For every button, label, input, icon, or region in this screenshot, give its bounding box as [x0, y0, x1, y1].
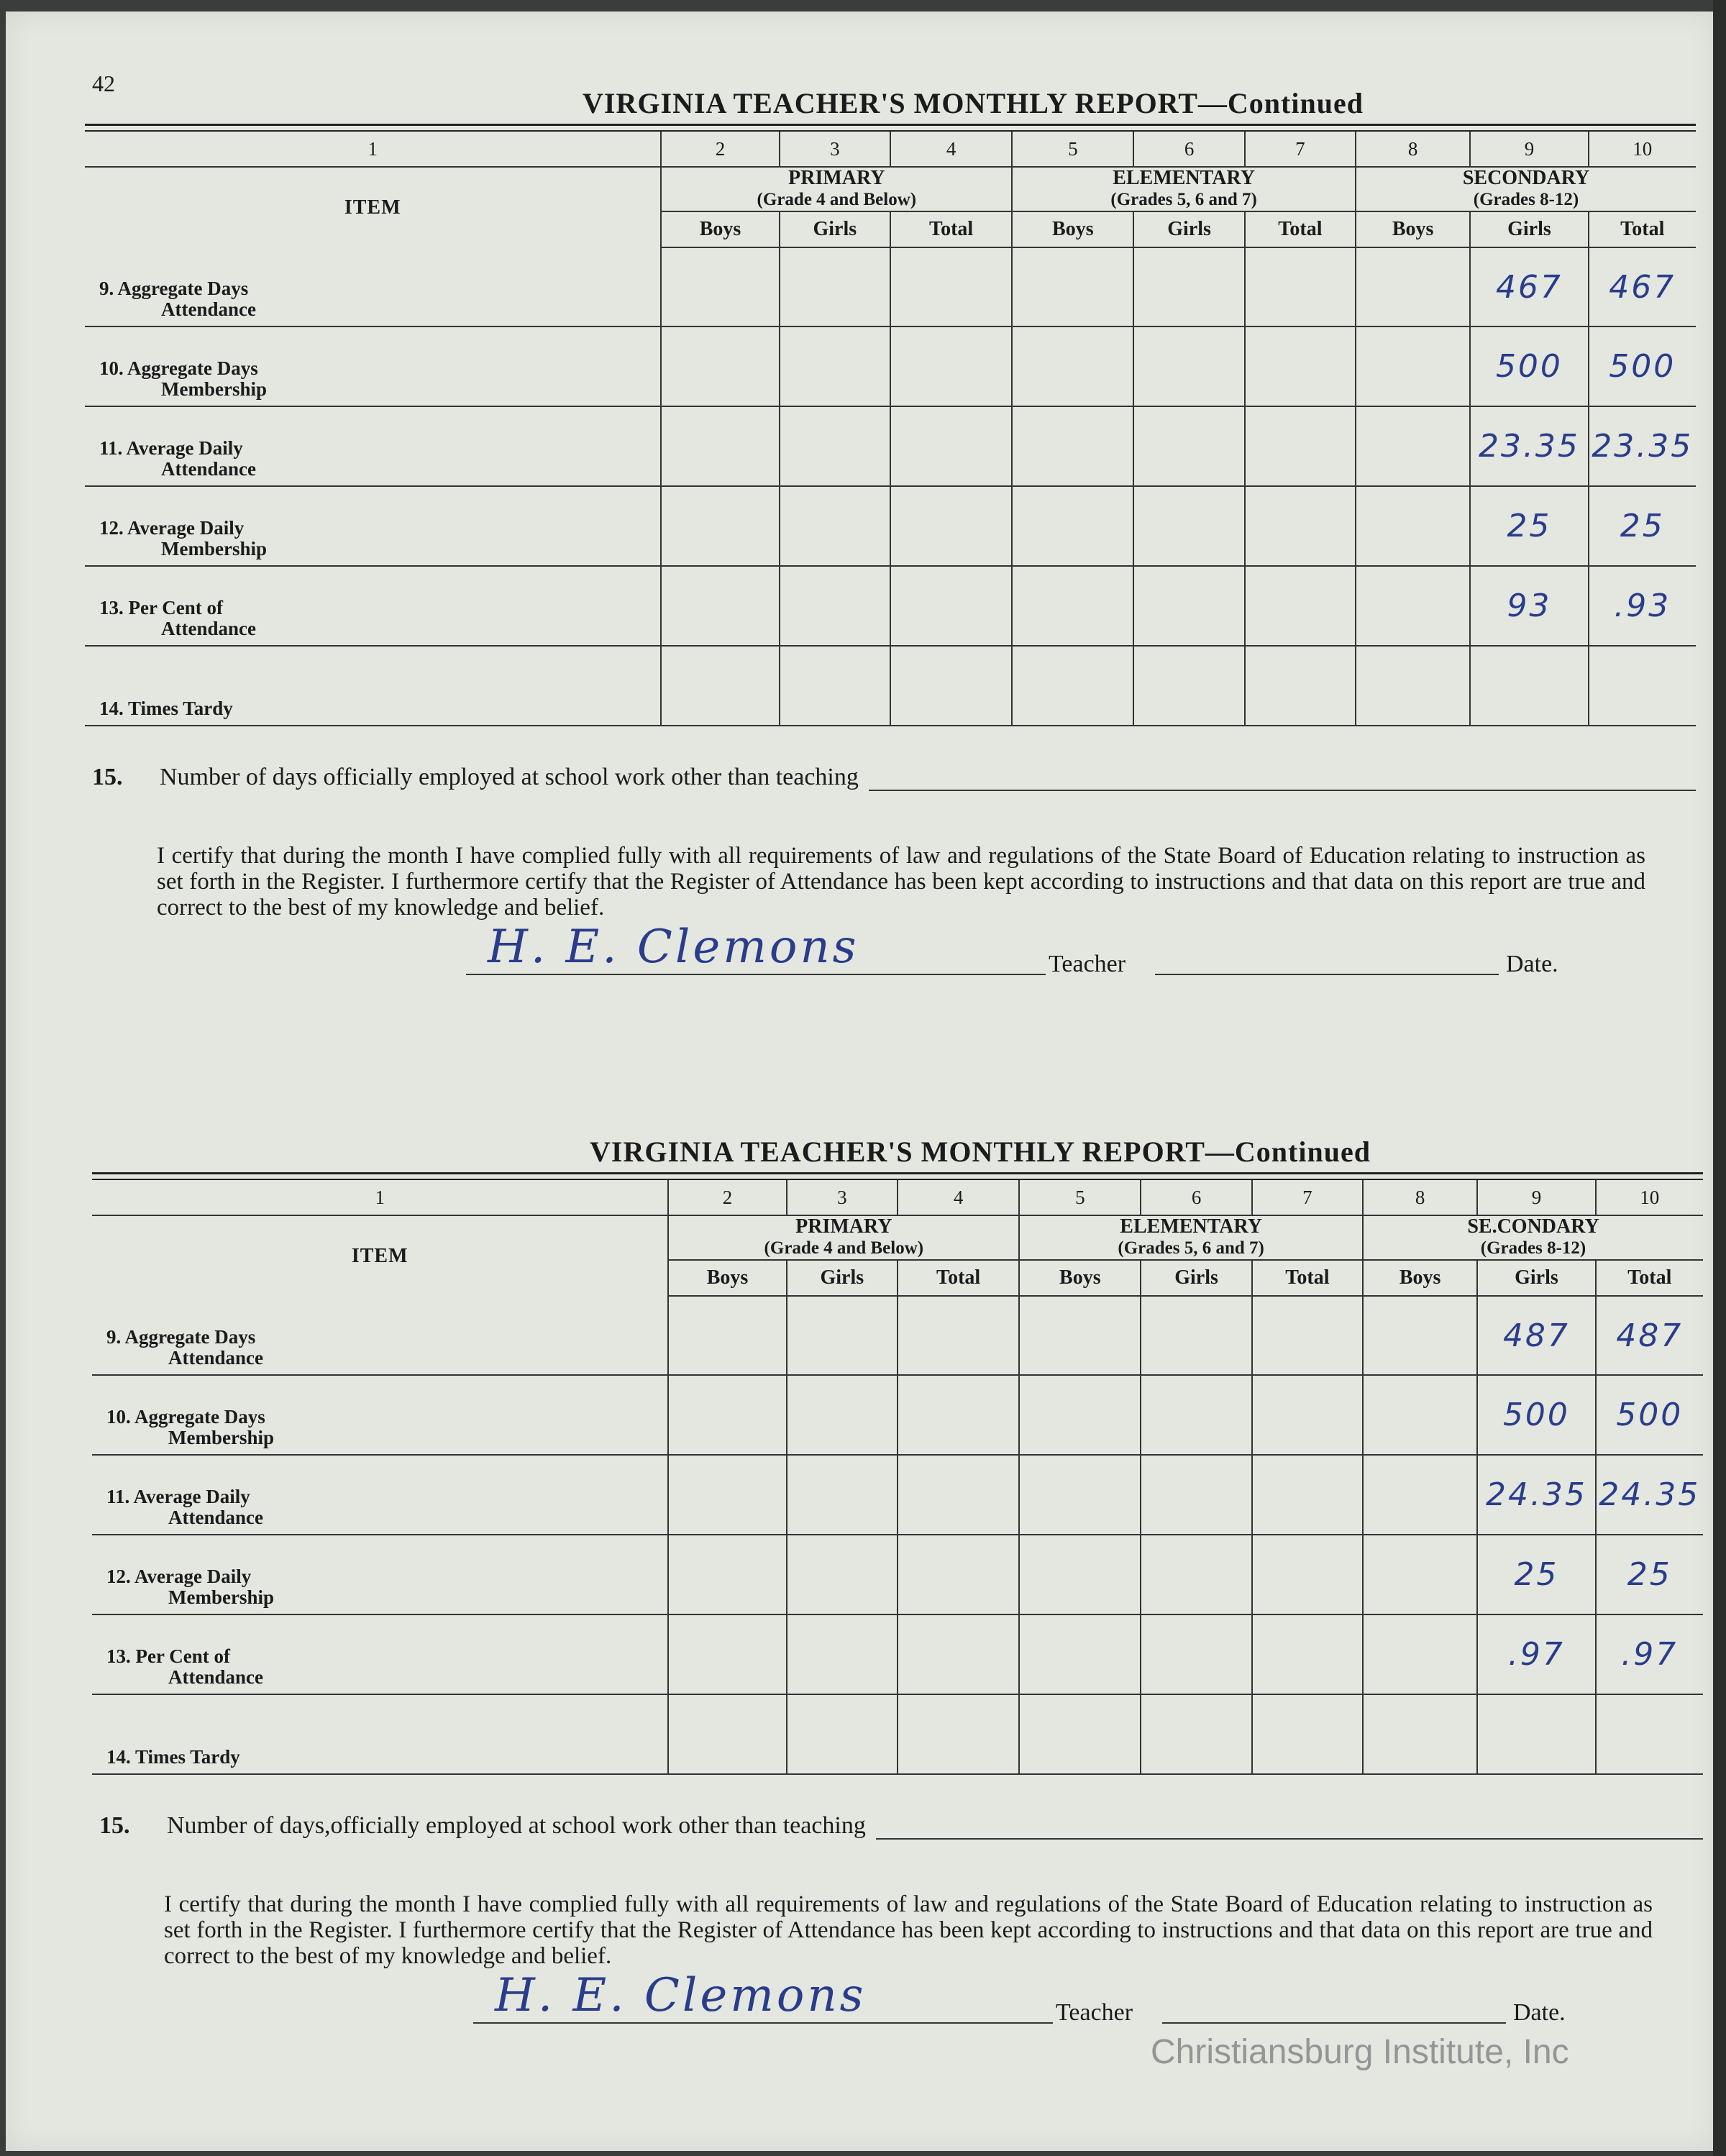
row-label-line2: Membership — [161, 378, 267, 400]
table-cell — [1019, 1614, 1141, 1694]
group-name: PRIMARY — [788, 167, 885, 189]
group-header — [661, 167, 1012, 211]
row-label-line1: 11. Average Daily — [106, 1486, 250, 1507]
column-number: 8 — [1363, 1180, 1477, 1215]
secondary-girls-cell: 487 — [1477, 1296, 1595, 1375]
date-blank — [1155, 974, 1499, 975]
table-cell — [1252, 1614, 1363, 1694]
group-header-row — [85, 167, 1696, 211]
table-row — [92, 1614, 1703, 1694]
certification-text: I certify that during the month I have complied fully with all requirements of law and regulations of the State Board of Education relating to instruction as set forth in the Register. I furthermore certify that the Register of Attendance has been kept according to instructions and that data on this report are true and correct to the best of my knowledge and belief. — [164, 1891, 1653, 1969]
sex-header: Girls — [787, 1260, 898, 1296]
table-row — [92, 1455, 1703, 1535]
table-cell — [890, 247, 1012, 326]
item-15-text: Number of days,officially employed at school work other than teaching — [167, 1812, 866, 1839]
table-cell — [898, 1296, 1019, 1375]
table-cell — [668, 1296, 786, 1375]
item-header: ITEM — [92, 1215, 668, 1296]
table-cell — [661, 566, 779, 646]
sex-header: Boys — [1356, 211, 1470, 247]
table-cell — [1141, 1455, 1251, 1535]
secondary-total-cell: 500 — [1596, 1375, 1703, 1455]
secondary-girls-cell: 25 — [1477, 1535, 1595, 1614]
group-range: (Grades 5, 6 and 7) — [1118, 1238, 1264, 1258]
table-cell — [898, 1614, 1019, 1694]
item-15-blank — [876, 1818, 1703, 1840]
row-label-line2: Attendance — [168, 1347, 263, 1369]
secondary-girls-cell — [1477, 1694, 1595, 1774]
row-label-line2: Attendance — [161, 618, 256, 639]
signature-line — [85, 921, 1696, 991]
table-cell — [1356, 566, 1470, 646]
report-title: VIRGINIA TEACHER'S MONTHLY REPORT—Continued — [590, 1136, 1371, 1168]
column-number: 7 — [1252, 1180, 1363, 1215]
row-label-line2: Membership — [168, 1586, 274, 1608]
table-cell — [1133, 486, 1244, 566]
table-cell — [1363, 1296, 1477, 1375]
attendance-table — [85, 132, 1696, 726]
group-range: (Grade 4 and Below) — [757, 190, 917, 209]
column-number-row — [92, 1180, 1703, 1215]
item-15 — [92, 1812, 1703, 1840]
secondary-total-cell: 24.35 — [1596, 1455, 1703, 1535]
group-range: (Grades 8-12) — [1480, 1238, 1586, 1258]
sex-header: Total — [1596, 1260, 1703, 1296]
certification-text: I certify that during the month I have complied fully with all requirements of law and regulations of the State Board of Education relating to instruction as set forth in the Register. I furthermore certify that the Register of Attendance has been kept according to instructions and that data on this report are true and correct to the best of my knowledge and belief. — [157, 843, 1645, 921]
group-name: ELEMENTARY — [1120, 1215, 1262, 1238]
table-cell — [1012, 486, 1133, 566]
item-15-number: 15. — [92, 764, 123, 790]
table-cell — [780, 247, 890, 326]
table-row — [92, 1535, 1703, 1614]
group-range: (Grades 8-12) — [1473, 190, 1579, 209]
column-number: 7 — [1245, 132, 1356, 167]
row-label — [92, 1455, 668, 1535]
table-cell — [890, 646, 1012, 726]
table-cell — [668, 1694, 786, 1774]
row-label-line1: 10. Aggregate Days — [106, 1406, 265, 1428]
table-cell — [1141, 1614, 1251, 1694]
table-row — [92, 1694, 1703, 1774]
row-label-line1: 14. Times Tardy — [99, 698, 233, 719]
table-cell — [890, 566, 1012, 646]
table-cell — [787, 1614, 898, 1694]
group-name: SECONDARY — [1462, 167, 1590, 189]
table-cell — [1245, 646, 1356, 726]
row-label-line2: Attendance — [161, 458, 256, 480]
row-label-line1: 14. Times Tardy — [106, 1746, 240, 1768]
title-rule — [85, 124, 1696, 132]
table-cell — [898, 1455, 1019, 1535]
row-label — [92, 1694, 668, 1774]
row-label — [85, 646, 661, 726]
group-name: SE.CONDARY — [1467, 1215, 1599, 1238]
sex-header: Girls — [1133, 211, 1244, 247]
table-cell — [1363, 1455, 1477, 1535]
row-label — [85, 326, 661, 406]
table-cell — [668, 1375, 786, 1455]
sex-header: Total — [1252, 1260, 1363, 1296]
table-row — [85, 646, 1696, 726]
table-cell — [668, 1535, 786, 1614]
teacher-label: Teacher — [1056, 1999, 1133, 2026]
secondary-total-cell — [1596, 1694, 1703, 1774]
row-label-line1: 13. Per Cent of — [99, 597, 223, 618]
table-cell — [661, 326, 779, 406]
table-cell — [1363, 1375, 1477, 1455]
row-label — [85, 486, 661, 566]
table-cell — [787, 1694, 898, 1774]
page-number: 42 — [92, 70, 115, 96]
table-cell — [1141, 1535, 1251, 1614]
table-cell — [1363, 1535, 1477, 1614]
column-number: 5 — [1019, 1180, 1141, 1215]
table-cell — [787, 1296, 898, 1375]
table-cell — [780, 646, 890, 726]
column-number: 1 — [92, 1180, 668, 1215]
table-row — [92, 1296, 1703, 1375]
table-cell — [787, 1535, 898, 1614]
table-row — [85, 566, 1696, 646]
row-label-line1: 12. Average Daily — [106, 1566, 252, 1587]
item-15-text: Number of days officially employed at school work other than teaching — [160, 764, 859, 790]
table-cell — [661, 406, 779, 486]
row-label — [92, 1535, 668, 1614]
table-cell — [1252, 1694, 1363, 1774]
table-cell — [1012, 326, 1133, 406]
secondary-total-cell — [1589, 646, 1696, 726]
group-header — [1012, 167, 1356, 211]
table-cell — [1141, 1296, 1251, 1375]
table-cell — [1133, 566, 1244, 646]
row-label — [85, 566, 661, 646]
table-row — [85, 486, 1696, 566]
table-cell — [787, 1455, 898, 1535]
table-cell — [1252, 1535, 1363, 1614]
report-bottom — [92, 1132, 1703, 2039]
sex-header: Girls — [1141, 1260, 1251, 1296]
group-header — [1019, 1215, 1363, 1260]
table-cell — [1245, 406, 1356, 486]
table-cell — [1356, 646, 1470, 726]
table-cell — [1356, 486, 1470, 566]
secondary-girls-cell: 500 — [1477, 1375, 1595, 1455]
table-cell — [1133, 247, 1244, 326]
table-cell — [1252, 1296, 1363, 1375]
table-cell — [787, 1375, 898, 1455]
table-cell — [1019, 1694, 1141, 1774]
table-cell — [780, 486, 890, 566]
table-cell — [1245, 326, 1356, 406]
page-edge — [1713, 0, 1726, 2156]
date-label: Date. — [1513, 1999, 1566, 2026]
sex-header: Girls — [780, 211, 890, 247]
sex-header: Boys — [668, 1260, 786, 1296]
table-cell — [1133, 646, 1244, 726]
column-number: 2 — [661, 132, 779, 167]
column-number-row — [85, 132, 1696, 167]
row-label-line2: Attendance — [161, 298, 256, 320]
table-cell — [1356, 326, 1470, 406]
row-label — [92, 1375, 668, 1455]
table-cell — [1019, 1375, 1141, 1455]
table-cell — [898, 1375, 1019, 1455]
secondary-girls-cell: 500 — [1470, 326, 1588, 406]
table-cell — [1133, 406, 1244, 486]
table-row — [85, 247, 1696, 326]
row-label-line1: 9. Aggregate Days — [106, 1326, 256, 1348]
column-number: 2 — [668, 1180, 786, 1215]
table-cell — [1363, 1694, 1477, 1774]
sex-header: Total — [1589, 211, 1696, 247]
column-number: 6 — [1133, 132, 1244, 167]
column-number: 9 — [1477, 1180, 1595, 1215]
table-cell — [1012, 406, 1133, 486]
table-cell — [1245, 566, 1356, 646]
table-cell — [1012, 646, 1133, 726]
row-label-line1: 13. Per Cent of — [106, 1645, 230, 1667]
column-number: 5 — [1012, 132, 1133, 167]
secondary-girls-cell — [1470, 646, 1588, 726]
table-cell — [1252, 1455, 1363, 1535]
teacher-signature: H. E. Clemons — [488, 921, 859, 974]
item-15 — [85, 764, 1696, 791]
table-cell — [780, 326, 890, 406]
secondary-girls-cell: .97 — [1477, 1614, 1595, 1694]
teacher-signature-blank — [466, 974, 1046, 975]
table-row — [85, 406, 1696, 486]
row-label-line1: 9. Aggregate Days — [99, 278, 249, 299]
teacher-signature: H. E. Clemons — [495, 1969, 867, 2022]
column-number: 9 — [1470, 132, 1588, 167]
column-number: 10 — [1596, 1180, 1703, 1215]
date-label: Date. — [1506, 951, 1558, 977]
row-label-line2: Attendance — [168, 1507, 263, 1528]
column-number: 3 — [780, 132, 890, 167]
secondary-girls-cell: 23.35 — [1470, 406, 1588, 486]
report-title: VIRGINIA TEACHER'S MONTHLY REPORT—Continued — [583, 87, 1364, 119]
row-label-line2: Membership — [161, 538, 267, 559]
table-cell — [1012, 566, 1133, 646]
table-cell — [890, 406, 1012, 486]
table-cell — [1245, 486, 1356, 566]
secondary-total-cell: 23.35 — [1589, 406, 1696, 486]
attendance-table — [92, 1180, 1703, 1775]
table-cell — [1252, 1375, 1363, 1455]
item-15-number: 15. — [99, 1812, 130, 1839]
sex-header: Boys — [661, 211, 779, 247]
table-cell — [780, 406, 890, 486]
teacher-signature-blank — [473, 2022, 1053, 2024]
table-cell — [661, 646, 779, 726]
report-top — [85, 83, 1696, 991]
group-header — [1356, 167, 1696, 211]
column-number: 8 — [1356, 132, 1470, 167]
table-cell — [661, 486, 779, 566]
row-label-line1: 11. Average Daily — [99, 437, 243, 459]
row-label-line2: Attendance — [168, 1666, 263, 1688]
sex-header: Total — [898, 1260, 1019, 1296]
secondary-total-cell: 467 — [1589, 247, 1696, 326]
column-number: 10 — [1589, 132, 1696, 167]
ledger-page — [6, 12, 1716, 2151]
row-label-line1: 10. Aggregate Days — [99, 357, 258, 379]
table-cell — [1245, 247, 1356, 326]
group-header — [668, 1215, 1019, 1260]
sex-header: Total — [1245, 211, 1356, 247]
group-range: (Grade 4 and Below) — [764, 1238, 924, 1258]
column-number: 6 — [1141, 1180, 1251, 1215]
row-label — [92, 1614, 668, 1694]
group-header — [1363, 1215, 1703, 1260]
column-number: 3 — [787, 1180, 898, 1215]
group-range: (Grades 5, 6 and 7) — [1110, 190, 1257, 209]
table-cell — [1141, 1375, 1251, 1455]
table-cell — [1012, 247, 1133, 326]
table-cell — [661, 247, 779, 326]
table-cell — [1141, 1694, 1251, 1774]
secondary-total-cell: 25 — [1596, 1535, 1703, 1614]
table-cell — [890, 486, 1012, 566]
secondary-girls-cell: 93 — [1470, 566, 1588, 646]
table-cell — [668, 1455, 786, 1535]
row-label — [85, 406, 661, 486]
table-row — [92, 1375, 1703, 1455]
secondary-girls-cell: 25 — [1470, 486, 1588, 566]
table-cell — [1356, 406, 1470, 486]
teacher-label: Teacher — [1049, 951, 1126, 977]
item-header: ITEM — [85, 167, 661, 247]
table-cell — [1019, 1296, 1141, 1375]
table-cell — [1019, 1455, 1141, 1535]
sex-header: Total — [890, 211, 1012, 247]
group-name: ELEMENTARY — [1113, 167, 1255, 189]
sex-header: Boys — [1363, 1260, 1477, 1296]
row-label — [92, 1296, 668, 1375]
sex-header: Girls — [1477, 1260, 1595, 1296]
row-label-line2: Membership — [168, 1427, 274, 1448]
row-label-line1: 12. Average Daily — [99, 517, 245, 539]
secondary-total-cell: 500 — [1589, 326, 1696, 406]
date-blank — [1162, 2022, 1506, 2024]
sex-header: Girls — [1470, 211, 1588, 247]
table-cell — [898, 1694, 1019, 1774]
signature-line — [92, 1969, 1703, 2039]
table-row — [85, 326, 1696, 406]
row-label — [85, 247, 661, 326]
table-cell — [898, 1535, 1019, 1614]
group-header-row — [92, 1215, 1703, 1260]
sex-header: Boys — [1019, 1260, 1141, 1296]
watermark-text: Christiansburg Institute, Inc — [1151, 2033, 1569, 2071]
table-cell — [1133, 326, 1244, 406]
title-rule — [92, 1172, 1703, 1180]
table-cell — [668, 1614, 786, 1694]
item-15-blank — [869, 769, 1696, 791]
table-cell — [1019, 1535, 1141, 1614]
secondary-girls-cell: 24.35 — [1477, 1455, 1595, 1535]
sex-header: Boys — [1012, 211, 1133, 247]
group-name: PRIMARY — [795, 1215, 892, 1238]
secondary-total-cell: 487 — [1596, 1296, 1703, 1375]
table-cell — [1356, 247, 1470, 326]
table-cell — [780, 566, 890, 646]
column-number: 4 — [898, 1180, 1019, 1215]
secondary-total-cell: .93 — [1589, 566, 1696, 646]
column-number: 4 — [890, 132, 1012, 167]
secondary-total-cell: 25 — [1589, 486, 1696, 566]
column-number: 1 — [85, 132, 661, 167]
table-cell — [1363, 1614, 1477, 1694]
secondary-total-cell: .97 — [1596, 1614, 1703, 1694]
table-cell — [890, 326, 1012, 406]
secondary-girls-cell: 467 — [1470, 247, 1588, 326]
